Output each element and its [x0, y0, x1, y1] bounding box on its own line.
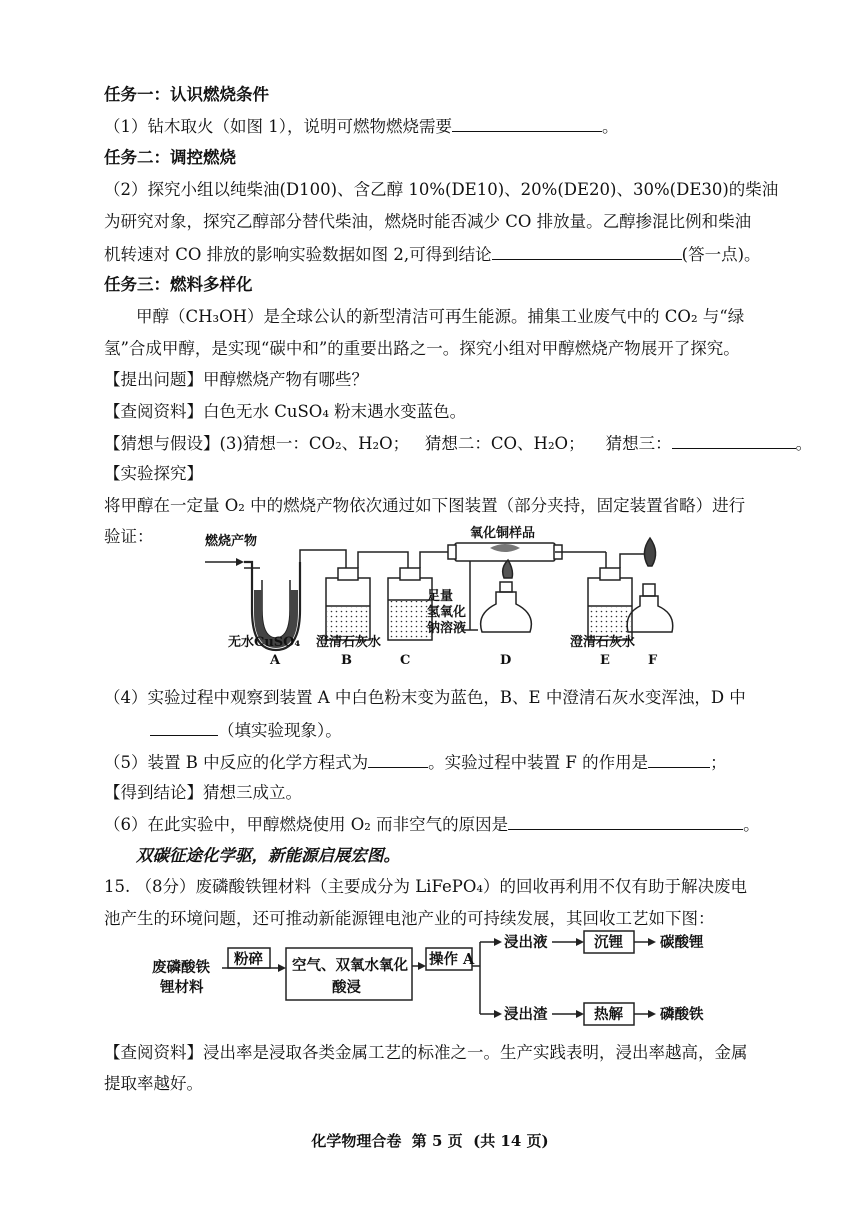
question-5-text1: （5）装置 B 中反应的化学方程式为	[104, 753, 369, 772]
reference2-line1: 【查阅资料】浸出率是浸取各类金属工艺的标准之一。生产实践表明，浸出率越高，金属	[104, 1043, 748, 1062]
experiment-line1: 将甲醇在一定量 O₂ 中的燃烧产物依次通过如下图装置（部分夹持，固定装置省略）进行	[104, 496, 746, 515]
hypothesis-text: 【猜想与假设】(3)猜想一：CO₂、H₂O； 猜想二：CO、H₂O； 猜想三：	[104, 434, 672, 453]
letter-e: E	[600, 653, 610, 668]
hypothesis-end: 。	[795, 434, 813, 453]
question-2-end: (答一点)。	[681, 245, 761, 264]
question-6-end: 。	[743, 815, 760, 834]
label-naoh-1: 足量	[427, 589, 454, 604]
conclusion: 【得到结论】猜想三成立。	[104, 783, 302, 802]
letter-c: C	[400, 653, 411, 668]
task2-title: 任务二：调控燃烧	[104, 148, 236, 167]
question-2-text: 机转速对 CO 排放的影响实验数据如图 2,可得到结论	[104, 245, 492, 264]
letter-f: F	[648, 653, 658, 668]
letter-a: A	[270, 653, 281, 668]
question-1-text: （1）钻木取火（如图 1），说明可燃物燃烧需要	[104, 117, 452, 136]
task3-intro-line1: 甲醇（CH₃OH）是全球公认的新型清洁可再生能源。捕集工业废气中的 CO₂ 与“绿	[136, 307, 745, 326]
flow-residue: 浸出渣	[504, 1006, 548, 1023]
question-5-text3: ；	[710, 753, 727, 772]
flow-fepo4: 磷酸铁	[660, 1006, 704, 1023]
flow-crush: 粉碎	[234, 951, 263, 968]
question-1-end: 。	[602, 117, 619, 136]
question-15-line1: 15. （8分）废磷酸铁锂材料（主要成分为 LiFePO₄）的回收再利用不仅有助于解决废电	[104, 877, 748, 896]
question-2-line2: 为研究对象，探究乙醇部分替代柴油，燃烧时能否减少 CO 排放量。乙醇掺混比例和柴油	[104, 212, 752, 231]
flow-raw-2: 锂材料	[160, 979, 204, 996]
question-6-text: （6）在此实验中，甲醇燃烧使用 O₂ 而非空气的原因是	[104, 815, 509, 834]
label-naoh-2: 氢氧化	[427, 605, 467, 620]
question-5-text2: 。实验过程中装置 F 的作用是	[428, 753, 649, 772]
task3-intro-line2: 氢”合成甲醇，是实现“碳中和”的重要出路之一。探究小组对甲醇燃烧产物展开了探究。	[104, 339, 740, 358]
flow-pyrolysis: 热解	[594, 1006, 623, 1023]
raise-question: 【提出问题】甲醇燃烧产物有哪些？	[104, 370, 368, 389]
task1-title: 任务一：认识燃烧条件	[104, 85, 269, 104]
letter-b: B	[341, 653, 352, 668]
label-b: 澄清石灰水	[316, 635, 382, 650]
label-e: 澄清石灰水	[570, 635, 636, 650]
reference-material: 【查阅资料】白色无水 CuSO₄ 粉末遇水变蓝色。	[104, 402, 467, 421]
flow-leachate: 浸出液	[504, 934, 548, 951]
task3-title: 任务三：燃料多样化	[104, 275, 253, 294]
flow-leach-1: 空气、双氧水氧化	[292, 957, 408, 974]
label-inlet: 燃烧产物	[205, 534, 258, 549]
reference2-line2: 提取率越好。	[104, 1074, 203, 1093]
label-sample: 氧化铜样品	[470, 526, 536, 541]
question-2-line1: （2）探究小组以纯柴油(D100)、含乙醇 10%(DE10)、20%(DE20)、30%(DE30)的柴油	[104, 180, 779, 199]
page-footer: 化学物理合卷 第 5 页 (共 14 页)	[311, 1132, 549, 1150]
flow-raw-1: 废磷酸铁	[152, 959, 210, 976]
flow-li2co3: 碳酸锂	[660, 934, 704, 951]
question-4-line1: （4）实验过程中观察到装置 A 中白色粉末变为蓝色，B、E 中澄清石灰水变浑浊，D 中	[104, 688, 746, 707]
label-a: 无水CuSO₄	[228, 635, 301, 650]
letter-d: D	[500, 653, 512, 668]
question-4-text: （填实验现象）。	[218, 721, 342, 740]
label-naoh-3: 钠溶液	[427, 621, 467, 636]
question-15-line2: 池产生的环境问题，还可推动新能源锂电池产业的可持续发展，其回收工艺如下图：	[104, 909, 715, 928]
experiment-title: 【实验探究】	[104, 464, 203, 483]
experiment-line2: 验证：	[104, 527, 154, 546]
flow-precipitate-li: 沉锂	[594, 934, 623, 951]
section-title: 双碳征途化学驱，新能源启展宏图。	[136, 846, 400, 865]
flow-op-a: 操作 A	[429, 951, 475, 968]
flow-leach-2: 酸浸	[332, 979, 361, 996]
